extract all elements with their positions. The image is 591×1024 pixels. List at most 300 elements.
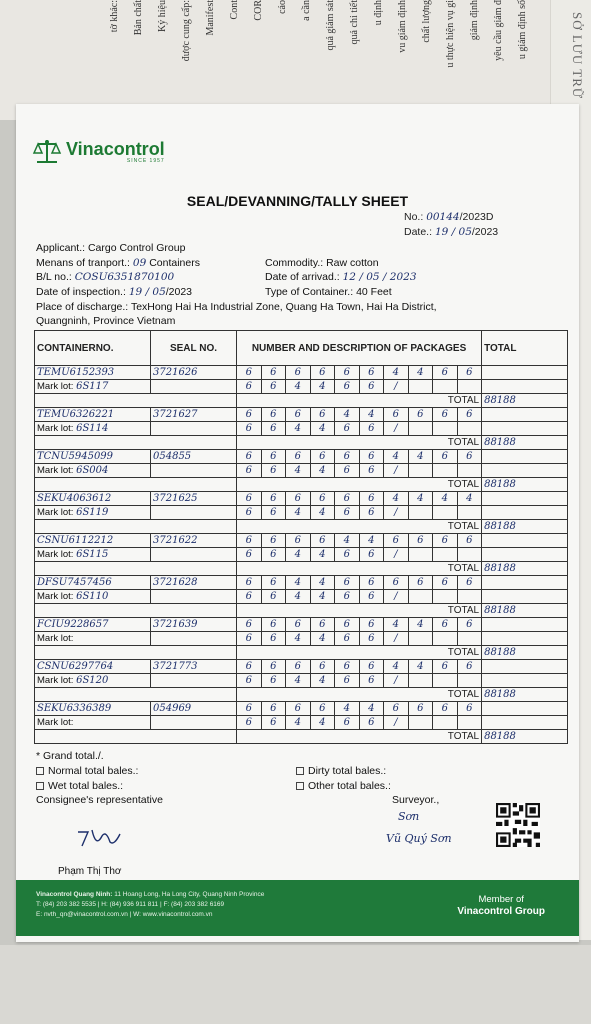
surveyor-label: Surveyor.,	[392, 794, 440, 806]
wet-bales	[36, 780, 123, 792]
row-total-cell	[482, 492, 568, 506]
bale-count: 6	[237, 674, 262, 688]
total-spacer	[35, 478, 237, 492]
bale-count: 6	[237, 548, 262, 562]
date-of-inspection	[36, 286, 192, 298]
bale-count: 6	[359, 422, 384, 436]
bale-count: 4	[408, 660, 433, 674]
bale-count: 6	[237, 464, 262, 478]
bale-count: 6	[384, 534, 409, 548]
surveyor-signature: Vũ Quý Sơn	[386, 832, 452, 845]
table-row	[35, 660, 568, 674]
row-total-cell	[482, 618, 568, 632]
bale-count: 4	[286, 464, 311, 478]
arrival-value: 12 / 05 / 2023	[342, 271, 417, 283]
bale-count: 6	[359, 506, 384, 520]
bale-count: 6	[359, 716, 384, 730]
bale-count	[457, 422, 482, 436]
bale-count: /	[384, 716, 409, 730]
bale-count: 6	[237, 380, 262, 394]
bale-count: 4	[286, 632, 311, 646]
bale-count: 6	[261, 702, 286, 716]
table-total-row	[35, 394, 568, 408]
mark-lot	[35, 380, 151, 394]
other-bales	[296, 780, 391, 792]
means-value: 09	[132, 257, 147, 269]
bale-count: 6	[433, 576, 458, 590]
mark-lot-value: 6S115	[76, 549, 109, 560]
checkbox[interactable]	[296, 782, 304, 790]
total-spacer	[35, 520, 237, 534]
seal-blank-cell	[151, 380, 237, 394]
bale-count: 6	[457, 576, 482, 590]
tally-sheet	[16, 104, 579, 942]
bale-count	[433, 506, 458, 520]
background-document	[0, 0, 591, 120]
background-floor	[0, 945, 591, 1024]
row-total-value: 88188	[482, 688, 568, 702]
brand-name: Vinacontrol	[66, 139, 165, 159]
container-number: SEKU6336389	[35, 702, 151, 716]
container-type-value: 40 Feet	[356, 286, 392, 298]
bale-count: 6	[237, 506, 262, 520]
total-label: TOTAL	[237, 604, 482, 618]
total-label: TOTAL	[237, 688, 482, 702]
bale-count: 6	[286, 618, 311, 632]
bale-count	[408, 590, 433, 604]
total-spacer	[35, 730, 237, 744]
seal-blank-cell	[151, 422, 237, 436]
total-label: TOTAL	[237, 730, 482, 744]
bale-count: 4	[310, 422, 335, 436]
bale-count: /	[384, 632, 409, 646]
bale-count: 6	[408, 408, 433, 422]
bale-count: 6	[457, 408, 482, 422]
means-label: Menans of tranport.:	[36, 257, 130, 269]
grand-total: * Grand total./.	[36, 750, 104, 762]
bale-count: 4	[335, 702, 360, 716]
bale-count	[433, 674, 458, 688]
background-text-column: Manifest	[205, 0, 216, 36]
bale-count: 6	[310, 660, 335, 674]
row-total-value: 88188	[482, 436, 568, 450]
company-address	[36, 890, 264, 920]
bale-count: 4	[286, 590, 311, 604]
bale-count: 6	[237, 632, 262, 646]
row-total-cell	[482, 366, 568, 380]
bale-count: 4	[286, 716, 311, 730]
seal-blank-cell	[151, 464, 237, 478]
bale-count: 6	[261, 492, 286, 506]
mark-lot-label: Mark lot:	[37, 381, 74, 392]
applicant	[36, 242, 185, 254]
checkbox[interactable]	[296, 767, 304, 775]
row-total-value: 88188	[482, 394, 568, 408]
bale-count: 6	[286, 534, 311, 548]
container-type-label: Type of Container.:	[265, 286, 354, 298]
mark-lot	[35, 506, 151, 520]
member-label: Member of	[478, 894, 524, 905]
bale-count	[408, 632, 433, 646]
bale-count: 4	[335, 408, 360, 422]
bale-count: 6	[286, 660, 311, 674]
arrival-label: Date of arrivad.:	[265, 271, 340, 283]
place-of-discharge	[36, 301, 437, 313]
sheet-title: SEAL/DEVANNING/TALLY SHEET	[186, 193, 409, 209]
bale-count: 6	[286, 702, 311, 716]
surveyor-signature-top: Sơn	[398, 810, 420, 823]
bale-count: 6	[433, 534, 458, 548]
container-number: CSNU6297764	[35, 660, 151, 674]
bale-count	[457, 380, 482, 394]
bale-count: 4	[286, 548, 311, 562]
bale-count: 6	[457, 618, 482, 632]
row-total-value: 88188	[482, 646, 568, 660]
means-suffix: Containers	[149, 257, 200, 269]
background-text-column: a cần	[301, 0, 312, 21]
bale-count: 6	[261, 506, 286, 520]
table-row	[35, 450, 568, 464]
mark-lot-label: Mark lot:	[37, 465, 74, 476]
table-row	[35, 408, 568, 422]
row-total-cell	[482, 590, 568, 604]
table-total-row	[35, 646, 568, 660]
bale-count: 4	[310, 548, 335, 562]
checkbox[interactable]	[36, 782, 44, 790]
bale-count: 6	[335, 450, 360, 464]
total-spacer	[35, 562, 237, 576]
bale-count: /	[384, 548, 409, 562]
bale-count: 6	[310, 366, 335, 380]
bale-count: 6	[384, 576, 409, 590]
background-text-column: quả giám sát	[325, 0, 336, 51]
seal-blank-cell	[151, 674, 237, 688]
bale-count: 6	[310, 534, 335, 548]
container-type	[265, 286, 392, 298]
bale-count	[457, 506, 482, 520]
background-text-column: vu giám định	[397, 0, 408, 53]
seal-number: 3721625	[151, 492, 237, 506]
bale-count: 6	[237, 660, 262, 674]
applicant-label: Applicant.:	[36, 242, 86, 254]
background-text-column: Bản chất	[133, 0, 144, 36]
bale-count: 6	[237, 534, 262, 548]
bale-count: 6	[261, 576, 286, 590]
bale-count: 6	[237, 576, 262, 590]
table-row	[35, 702, 568, 716]
table-header-row	[35, 331, 568, 366]
bale-count: 6	[310, 408, 335, 422]
bale-count: 6	[359, 380, 384, 394]
bale-count: 6	[359, 632, 384, 646]
bale-count	[457, 632, 482, 646]
date-of-arrival	[265, 271, 417, 283]
brand-since: SINCE 1957	[126, 158, 165, 164]
mark-lot-label: Mark lot:	[37, 717, 74, 728]
total-label: TOTAL	[237, 562, 482, 576]
tally-table	[34, 330, 568, 744]
seal-blank-cell	[151, 590, 237, 604]
bale-count: 6	[433, 618, 458, 632]
bale-count: 6	[335, 576, 360, 590]
col-container-header: CONTAINERNO.	[35, 331, 151, 366]
bale-count: 6	[359, 590, 384, 604]
container-number: SEKU4063612	[35, 492, 151, 506]
container-number: CSNU6112212	[35, 534, 151, 548]
mark-lot-label: Mark lot:	[37, 507, 74, 518]
bale-count	[457, 716, 482, 730]
bale-count: 6	[237, 366, 262, 380]
bill-of-lading	[36, 271, 174, 283]
bale-count: 6	[261, 380, 286, 394]
bale-count: 6	[408, 534, 433, 548]
row-total-cell	[482, 422, 568, 436]
bale-count: 6	[359, 660, 384, 674]
commodity	[265, 257, 379, 269]
date-suffix: /2023	[471, 226, 499, 238]
background-text-column: yêu cầu giám đ	[493, 0, 504, 61]
bale-count: 4	[310, 380, 335, 394]
table-total-row	[35, 520, 568, 534]
bale-count	[433, 632, 458, 646]
background-text-column: Cont	[229, 0, 240, 20]
table-row-mark	[35, 716, 568, 730]
bale-count: 6	[237, 618, 262, 632]
bale-count: 6	[261, 660, 286, 674]
mark-lot	[35, 464, 151, 478]
row-total-cell	[482, 660, 568, 674]
seal-blank-cell	[151, 506, 237, 520]
bale-count	[408, 548, 433, 562]
date-value: 19 / 05	[434, 226, 472, 238]
table-total-row	[35, 562, 568, 576]
total-spacer	[35, 646, 237, 660]
mark-lot-value: 6S119	[76, 507, 109, 518]
row-total-cell	[482, 408, 568, 422]
footer-band	[16, 880, 579, 936]
total-label: TOTAL	[237, 520, 482, 534]
bale-count: 6	[359, 464, 384, 478]
bale-count: 6	[237, 702, 262, 716]
table-total-row	[35, 604, 568, 618]
table-total-row	[35, 436, 568, 450]
bale-count: 6	[286, 450, 311, 464]
seal-blank-cell	[151, 632, 237, 646]
mark-lot-value: 6S117	[76, 381, 109, 392]
dirty-bales	[296, 765, 386, 777]
table-row	[35, 534, 568, 548]
bale-count: 6	[433, 366, 458, 380]
bale-count: /	[384, 464, 409, 478]
bale-count: 6	[457, 450, 482, 464]
table-row-mark	[35, 548, 568, 562]
commodity-label: Commodity.:	[265, 257, 324, 269]
bale-count: 6	[384, 408, 409, 422]
bale-count: 6	[457, 660, 482, 674]
bale-count: 4	[359, 702, 384, 716]
bale-count: 6	[408, 702, 433, 716]
bale-count: 6	[261, 548, 286, 562]
seal-number: 3721627	[151, 408, 237, 422]
table-row	[35, 492, 568, 506]
bale-count: 6	[335, 660, 360, 674]
row-total-cell	[482, 716, 568, 730]
address-phone: T: (84) 203 382 5535 | H: (84) 936 911 811 | F: (84) 203 382 6169	[36, 901, 225, 908]
bale-count	[433, 464, 458, 478]
row-total-cell	[482, 548, 568, 562]
bale-count: 4	[359, 408, 384, 422]
seal-number: 054855	[151, 450, 237, 464]
bale-count: 6	[433, 702, 458, 716]
bale-count: 6	[286, 366, 311, 380]
bl-label: B/L no.:	[36, 271, 72, 283]
row-total-value: 88188	[482, 604, 568, 618]
mark-lot	[35, 422, 151, 436]
scale-logo-icon	[32, 138, 62, 166]
consignee-representative: Consignee's representative	[36, 794, 163, 806]
right-strip-text: SỞ LƯU TRỮ	[570, 12, 585, 99]
bale-count: 6	[359, 576, 384, 590]
bale-count: 4	[359, 534, 384, 548]
bale-count: 6	[261, 408, 286, 422]
no-value: 00144	[426, 211, 460, 223]
bale-count	[433, 422, 458, 436]
bale-count: 6	[261, 534, 286, 548]
seal-number: 3721628	[151, 576, 237, 590]
table-row-mark	[35, 506, 568, 520]
bale-count	[408, 380, 433, 394]
table-row-mark	[35, 464, 568, 478]
col-packages-header: NUMBER AND DESCRIPTION OF PACKAGES	[237, 331, 482, 366]
bale-count: 4	[286, 380, 311, 394]
bale-count	[408, 506, 433, 520]
bale-count	[433, 380, 458, 394]
bale-count: 6	[237, 492, 262, 506]
row-total-cell	[482, 380, 568, 394]
bale-count	[457, 590, 482, 604]
bale-count: 6	[359, 674, 384, 688]
bale-count	[433, 590, 458, 604]
bale-count: 6	[310, 702, 335, 716]
background-text-column: u định	[373, 0, 384, 26]
discharge-label: Place of discharge.:	[36, 301, 129, 313]
checkbox[interactable]	[36, 767, 44, 775]
total-label: TOTAL	[237, 394, 482, 408]
bale-count: 6	[310, 618, 335, 632]
bl-value: COSU6351870100	[74, 271, 175, 283]
bale-count: 4	[384, 450, 409, 464]
table-total-row	[35, 688, 568, 702]
bale-count: /	[384, 380, 409, 394]
background-text-column: tờ khác:	[109, 0, 120, 33]
bale-count: 4	[457, 492, 482, 506]
bale-count	[457, 674, 482, 688]
seal-number: 3721626	[151, 366, 237, 380]
consignee-name: Phạm Thị Thơ	[58, 866, 122, 877]
mark-lot-value: 6S120	[76, 675, 109, 686]
address-line1: 11 Hoang Long, Ha Long City, Quang Ninh Province	[114, 891, 265, 898]
discharge-value: TexHong Hai Ha Industrial Zone, Quang Ha Town, Hai Ha District,	[130, 301, 437, 313]
bale-count: 4	[310, 590, 335, 604]
bale-count: 6	[261, 366, 286, 380]
bale-count: 6	[261, 590, 286, 604]
seal-number: 3721639	[151, 618, 237, 632]
bale-count: 6	[359, 618, 384, 632]
bale-count: 6	[261, 464, 286, 478]
bale-count	[408, 464, 433, 478]
bale-count: /	[384, 506, 409, 520]
mark-lot-label: Mark lot:	[37, 549, 74, 560]
background-text-column: quả chi tiết	[349, 0, 360, 45]
bale-count	[457, 464, 482, 478]
bale-count: 4	[433, 492, 458, 506]
mark-lot	[35, 590, 151, 604]
row-total-cell	[482, 506, 568, 520]
bale-count: 6	[359, 450, 384, 464]
bale-count: 6	[335, 422, 360, 436]
seal-blank-cell	[151, 548, 237, 562]
bale-count: 4	[408, 618, 433, 632]
means-of-transport	[36, 257, 200, 269]
bale-count: 4	[335, 534, 360, 548]
background-text-column: giám định	[469, 0, 480, 41]
table-row	[35, 618, 568, 632]
total-spacer	[35, 688, 237, 702]
row-total-cell	[482, 702, 568, 716]
bale-count: 4	[408, 450, 433, 464]
bale-count: 6	[335, 366, 360, 380]
total-label: TOTAL	[237, 646, 482, 660]
member-of-group	[457, 894, 545, 918]
dirty-bales-label: Dirty total bales.:	[308, 765, 387, 777]
background-text-column: u thực hiện vụ gi	[445, 0, 456, 68]
bale-count: 4	[408, 492, 433, 506]
mark-lot-label: Mark lot:	[37, 591, 74, 602]
bale-count: 6	[359, 366, 384, 380]
bale-count: 6	[237, 422, 262, 436]
table-row	[35, 366, 568, 380]
container-number: FCIU9228657	[35, 618, 151, 632]
bale-count: 6	[335, 548, 360, 562]
mark-lot	[35, 632, 151, 646]
qr-code-icon[interactable]	[496, 803, 540, 847]
bale-count: 4	[286, 422, 311, 436]
bale-count: 4	[384, 366, 409, 380]
bale-count: 6	[286, 408, 311, 422]
mark-lot-value: 6S004	[76, 465, 109, 476]
inspection-label: Date of inspection.:	[36, 286, 126, 298]
mark-lot	[35, 674, 151, 688]
total-label: TOTAL	[237, 436, 482, 450]
total-label: TOTAL	[237, 478, 482, 492]
background-text-column: u giám định số	[517, 0, 528, 60]
date-label: Date.:	[404, 226, 433, 238]
bale-count: 6	[335, 464, 360, 478]
bale-count: 6	[261, 422, 286, 436]
sheet-date	[404, 226, 498, 238]
mark-lot-value: 6S110	[76, 591, 109, 602]
bale-count: 6	[335, 632, 360, 646]
row-total-value: 88188	[482, 730, 568, 744]
no-suffix: /2023D	[459, 211, 494, 223]
bale-count: 6	[261, 632, 286, 646]
bale-count: 4	[384, 618, 409, 632]
bale-count: 4	[310, 716, 335, 730]
bale-count: 4	[408, 366, 433, 380]
bale-count: 6	[310, 450, 335, 464]
bale-count: /	[384, 590, 409, 604]
background-text-column: được cung cấp:	[181, 0, 192, 62]
